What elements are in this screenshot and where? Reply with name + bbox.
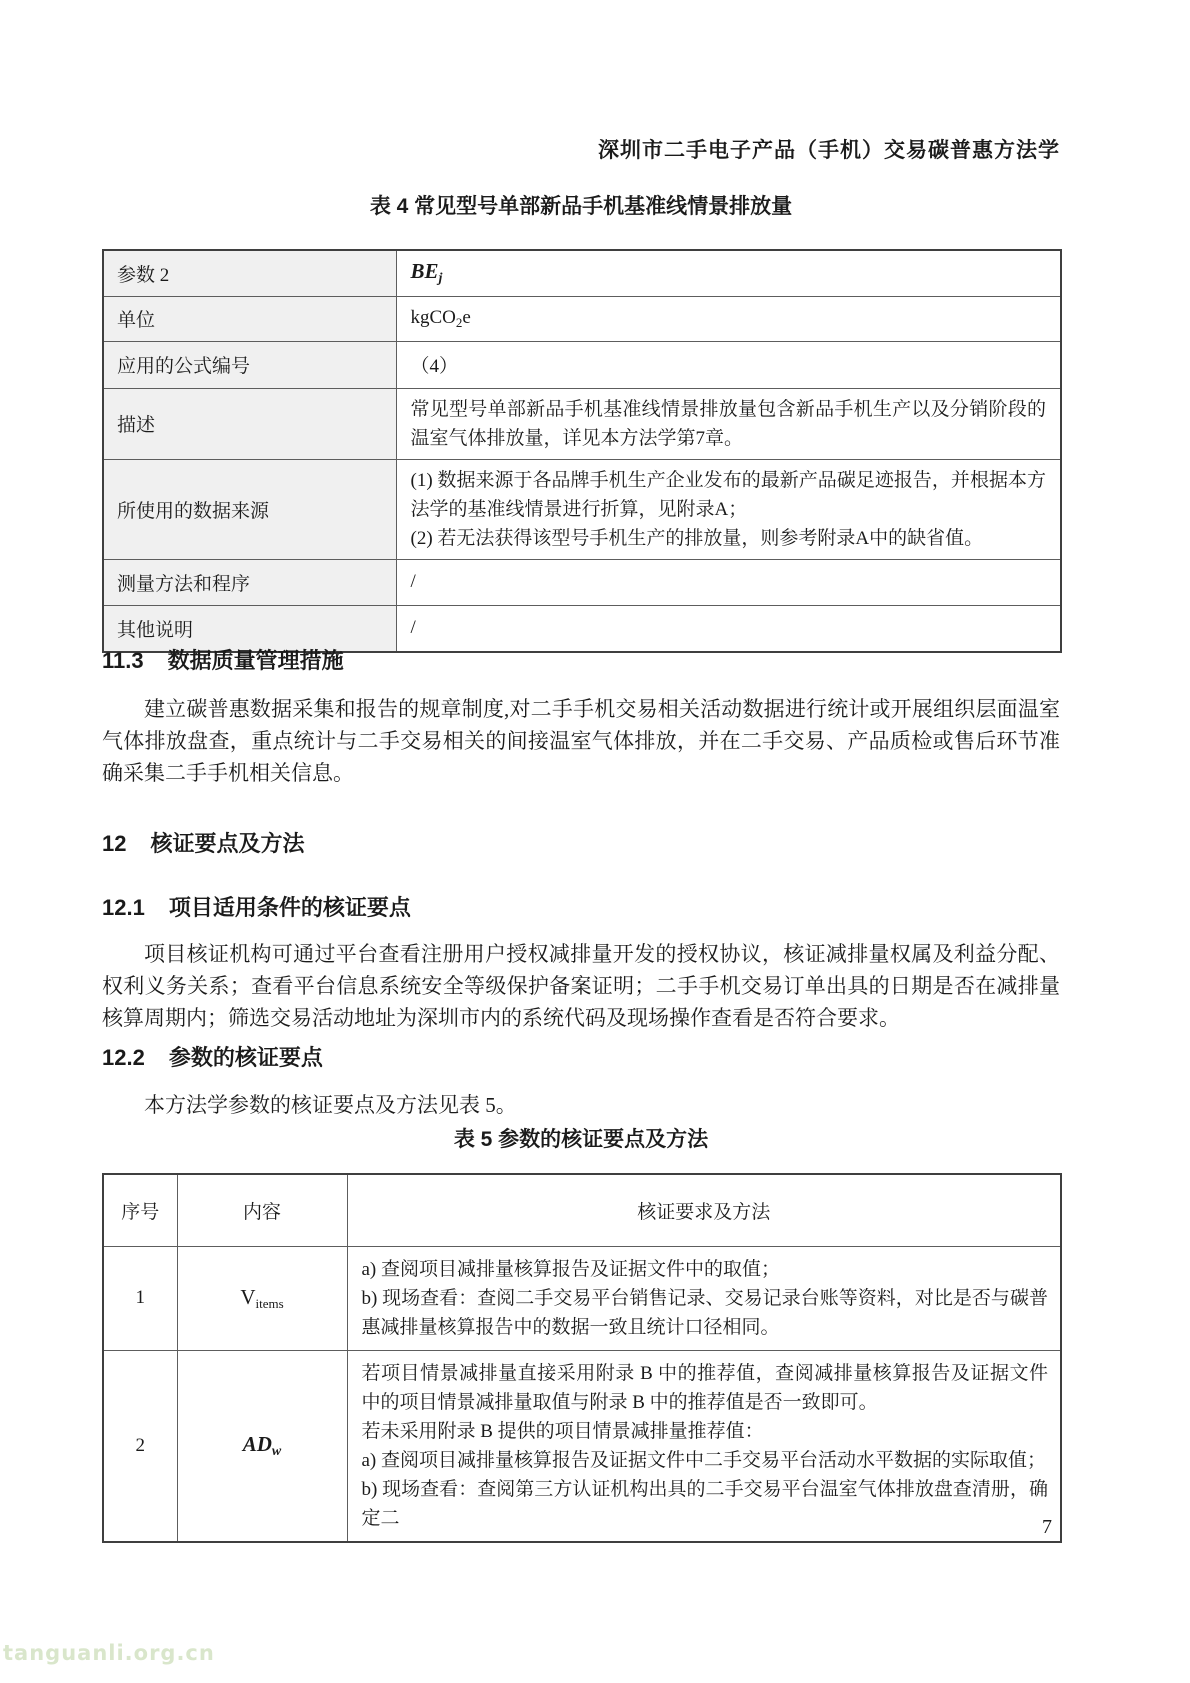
table5-verification-methods — [102, 1173, 1062, 1543]
measurement-value: / — [396, 559, 1061, 605]
row-number: 1 — [103, 1246, 177, 1350]
param-label: 参数 2 — [103, 250, 396, 296]
table4-baseline-emissions — [102, 249, 1062, 653]
paragraph-12-1: 项目核证机构可通过平台查看注册用户授权减排量开发的授权协议，核证减排量权属及利益分配、权利义务关系；查看平台信息系统安全等级保护备案证明；二手手机交易订单出具的日期是否在减排量核算周期内；筛选交易活动地址为深圳市内的系统代码及现场操作查看是否符合要求。 — [102, 942, 1060, 1030]
section-number: 12 — [102, 831, 127, 856]
formula-subscript: j — [438, 271, 443, 287]
unit-prefix: kgCO — [410, 306, 456, 328]
section-number: 12.1 — [102, 895, 145, 920]
formula-base: V — [240, 1284, 256, 1309]
method-line: b) 现场查看：查阅二手交易平台销售记录、交易记录台账等资料，对比是否与碳普惠减排量核算报告中的数据一致且统计口径相同。 — [361, 1287, 1048, 1338]
section-title: 核证要点及方法 — [150, 831, 305, 856]
col-header-no: 序号 — [103, 1174, 177, 1246]
description-value: 常见型号单部新品手机基准线情景排放量包含新品手机生产以及分销阶段的温室气体排放量，详见本方法学第7章。 — [396, 388, 1061, 459]
formula-base: BE — [410, 259, 439, 284]
page-number: 7 — [1042, 1516, 1052, 1538]
paragraph-11-3: 建立碳普惠数据采集和报告的规章制度,对二手手机交易相关活动数据进行统计或开展组织层面温室气体排放盘查，重点统计与二手交易相关的间接温室气体排放，并在二手交易、产品质检或售后环节准确采集二手手机相关信息。 — [102, 697, 1060, 785]
unit-label: 单位 — [103, 296, 396, 341]
description-label: 描述 — [103, 388, 396, 459]
section-heading-12-2 — [102, 1041, 1060, 1072]
table-row — [103, 459, 1061, 559]
section-title: 项目适用条件的核证要点 — [168, 895, 411, 920]
table-row — [103, 341, 1061, 388]
table5-caption: 表 5 参数的核证要点及方法 — [453, 1128, 709, 1151]
data-source-line: (2) 若无法获得该型号手机生产的排放量，则参考附录A中的缺省值。 — [410, 527, 984, 549]
col-header-method: 核证要求及方法 — [347, 1174, 1061, 1246]
unit-subscript: 2 — [455, 314, 463, 330]
col-header-content: 内容 — [177, 1174, 347, 1246]
row-parameter — [177, 1246, 347, 1350]
table-row — [103, 388, 1061, 459]
formula-no-value: （4） — [396, 341, 1061, 388]
formula-base: AD — [242, 1431, 272, 1456]
method-line: a) 查阅项目减排量核算报告及证据文件中的取值； — [361, 1258, 781, 1280]
formula-subscript: items — [255, 1295, 284, 1311]
measurement-label: 测量方法和程序 — [103, 559, 396, 605]
verification-method-cell — [347, 1246, 1061, 1350]
method-line: 若未采用附录 B 提供的项目情景减排量推荐值： — [361, 1420, 764, 1442]
paragraph-12-2: 本方法学参数的核证要点及方法见表 5。 — [144, 1093, 517, 1117]
data-source-value — [396, 459, 1061, 559]
other-notes-label: 其他说明 — [103, 605, 396, 652]
section-heading-11-3 — [102, 644, 1060, 675]
section-title: 参数的核证要点 — [168, 1045, 323, 1070]
section-number: 11.3 — [102, 648, 144, 673]
verification-method-cell — [347, 1350, 1061, 1542]
method-line: a) 查阅项目减排量核算报告及证据文件中二手交易平台活动水平数据的实际取值； — [361, 1449, 1047, 1471]
data-source-label: 所使用的数据来源 — [103, 459, 396, 559]
running-header: 深圳市二手电子产品（手机）交易碳普惠方法学 — [598, 139, 1060, 162]
data-source-line: (1) 数据来源于各品牌手机生产企业发布的最新产品碳足迹报告，并根据本方法学的基准线情景进行折算，见附录A； — [410, 469, 1046, 520]
formula-no-label: 应用的公式编号 — [103, 341, 396, 388]
method-line: 若项目情景减排量直接采用附录 B 中的推荐值，查阅减排量核算报告及证据文件中的项目情景减排量取值与附录 B 中的推荐值是否一致即可。 — [361, 1362, 1048, 1413]
section-title: 数据质量管理措施 — [167, 648, 344, 673]
row-parameter — [177, 1350, 347, 1542]
table-row — [103, 250, 1061, 296]
section-heading-12-1 — [102, 891, 1060, 922]
table-header-row — [103, 1174, 1061, 1246]
section-number: 12.2 — [102, 1045, 145, 1070]
unit-suffix: e — [462, 306, 471, 328]
table-row — [103, 1246, 1061, 1350]
method-line: b) 现场查看：查阅第三方认证机构出具的二手交易平台温室气体排放盘查清册，确定二 — [361, 1478, 1048, 1529]
row-number: 2 — [103, 1350, 177, 1542]
table-row — [103, 1350, 1061, 1542]
watermark: tanguanli.org.cn — [3, 1641, 215, 1665]
table-row — [103, 296, 1061, 341]
param-formula — [396, 250, 1061, 296]
other-notes-value: / — [396, 605, 1061, 652]
table-row — [103, 559, 1061, 605]
section-heading-12 — [102, 827, 1060, 858]
table4-caption: 表 4 常见型号单部新品手机基准线情景排放量 — [369, 195, 793, 218]
formula-subscript: w — [271, 1443, 282, 1459]
unit-value — [396, 296, 1061, 341]
